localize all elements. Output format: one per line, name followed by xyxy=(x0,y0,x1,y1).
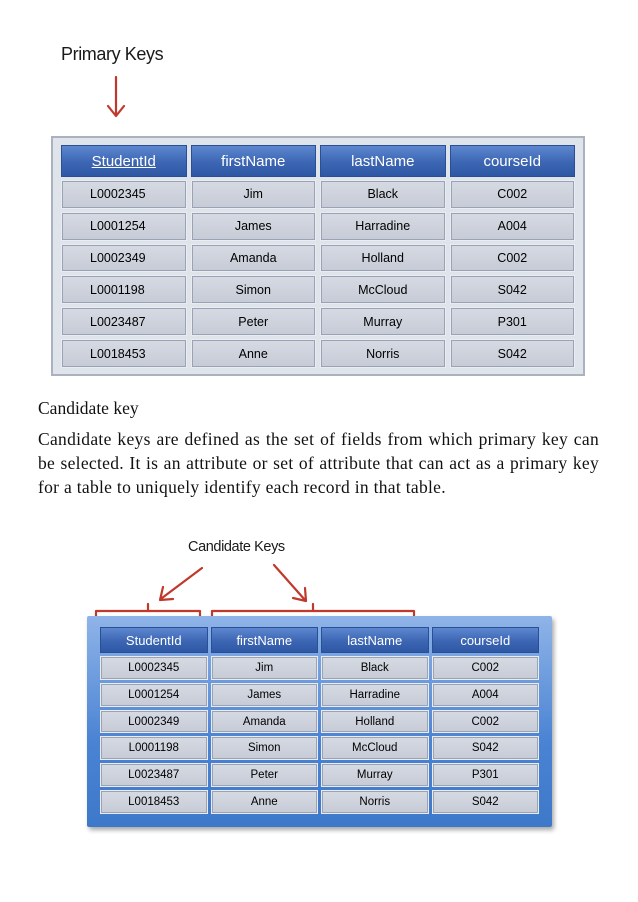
table-cell: Norris xyxy=(320,339,446,368)
table-cell: Amanda xyxy=(191,244,317,273)
candidate-key-arrow-left-icon xyxy=(160,568,202,600)
column-header-studentid: StudentId xyxy=(100,627,208,653)
table-cell: C002 xyxy=(450,180,576,209)
table-cell: Peter xyxy=(191,307,317,336)
table-cell: L0002349 xyxy=(100,710,208,734)
table-cell: Harradine xyxy=(321,683,429,707)
table-cell: Simon xyxy=(191,275,317,304)
table-cell: Murray xyxy=(320,307,446,336)
candidate-keys-caption: Candidate Keys xyxy=(188,539,285,555)
table-row xyxy=(100,683,539,707)
table-row xyxy=(100,763,539,787)
column-header-lastname: lastName xyxy=(321,627,429,653)
table-row xyxy=(61,307,575,336)
table-cell: S042 xyxy=(450,339,576,368)
table-cell: L0023487 xyxy=(100,763,208,787)
primary-keys-caption: Primary Keys xyxy=(61,44,164,64)
table-cell: L0002345 xyxy=(61,180,187,209)
column-header-courseid: courseId xyxy=(432,627,540,653)
table-cell: Anne xyxy=(191,339,317,368)
table-cell: L0001254 xyxy=(100,683,208,707)
table-cell: S042 xyxy=(450,275,576,304)
table-cell: Norris xyxy=(321,790,429,814)
table-cell: Amanda xyxy=(211,710,319,734)
table-row xyxy=(61,212,575,241)
table-cell: Simon xyxy=(211,736,319,760)
table-cell: Jim xyxy=(191,180,317,209)
table-cell: C002 xyxy=(432,710,540,734)
table-row xyxy=(100,656,539,680)
column-header-lastname: lastName xyxy=(320,145,446,177)
table-cell: McCloud xyxy=(320,275,446,304)
table-cell: A004 xyxy=(432,683,540,707)
column-header-studentid: StudentId xyxy=(61,145,187,177)
table-row xyxy=(100,710,539,734)
table-cell: James xyxy=(211,683,319,707)
header-row xyxy=(61,145,575,177)
table-row xyxy=(61,244,575,273)
candidate-key-arrow-right-icon xyxy=(274,565,306,601)
table-cell: Black xyxy=(320,180,446,209)
table-cell: L0002349 xyxy=(61,244,187,273)
table-cell: Holland xyxy=(321,710,429,734)
table-cell: Black xyxy=(321,656,429,680)
table-row xyxy=(61,339,575,368)
table-cell: L0001254 xyxy=(61,212,187,241)
table-row xyxy=(100,790,539,814)
table-cell: Jim xyxy=(211,656,319,680)
table-cell: S042 xyxy=(432,736,540,760)
table-cell: L0023487 xyxy=(61,307,187,336)
table-cell: Holland xyxy=(320,244,446,273)
table-cell: L0018453 xyxy=(61,339,187,368)
candidate-keys-table xyxy=(87,616,552,827)
table-row xyxy=(61,275,575,304)
candidate-key-description: Candidate keys are defined as the set of fields from which primary key can be selected. It is an attribute or set of attribute that can act as a primary key for a table to uniquely identify each record in that table. xyxy=(38,429,599,497)
column-header-firstname: firstName xyxy=(191,145,317,177)
table-cell: P301 xyxy=(432,763,540,787)
column-header-firstname: firstName xyxy=(211,627,319,653)
table-cell: James xyxy=(191,212,317,241)
primary-key-arrow-icon xyxy=(108,77,124,116)
table-row xyxy=(100,736,539,760)
header-row xyxy=(100,627,539,653)
table-cell: L0018453 xyxy=(100,790,208,814)
table-cell: Peter xyxy=(211,763,319,787)
candidate-key-heading: Candidate key xyxy=(38,398,139,418)
primary-keys-table xyxy=(51,136,585,376)
table-cell: L0001198 xyxy=(100,736,208,760)
table-cell: L0001198 xyxy=(61,275,187,304)
table-cell: Anne xyxy=(211,790,319,814)
table-cell: Harradine xyxy=(320,212,446,241)
table-cell: Murray xyxy=(321,763,429,787)
table-cell: A004 xyxy=(450,212,576,241)
column-header-courseid: courseId xyxy=(450,145,576,177)
table-cell: C002 xyxy=(450,244,576,273)
table-cell: P301 xyxy=(450,307,576,336)
table-cell: McCloud xyxy=(321,736,429,760)
table-row xyxy=(61,180,575,209)
table-cell: C002 xyxy=(432,656,540,680)
table-cell: L0002345 xyxy=(100,656,208,680)
table-cell: S042 xyxy=(432,790,540,814)
